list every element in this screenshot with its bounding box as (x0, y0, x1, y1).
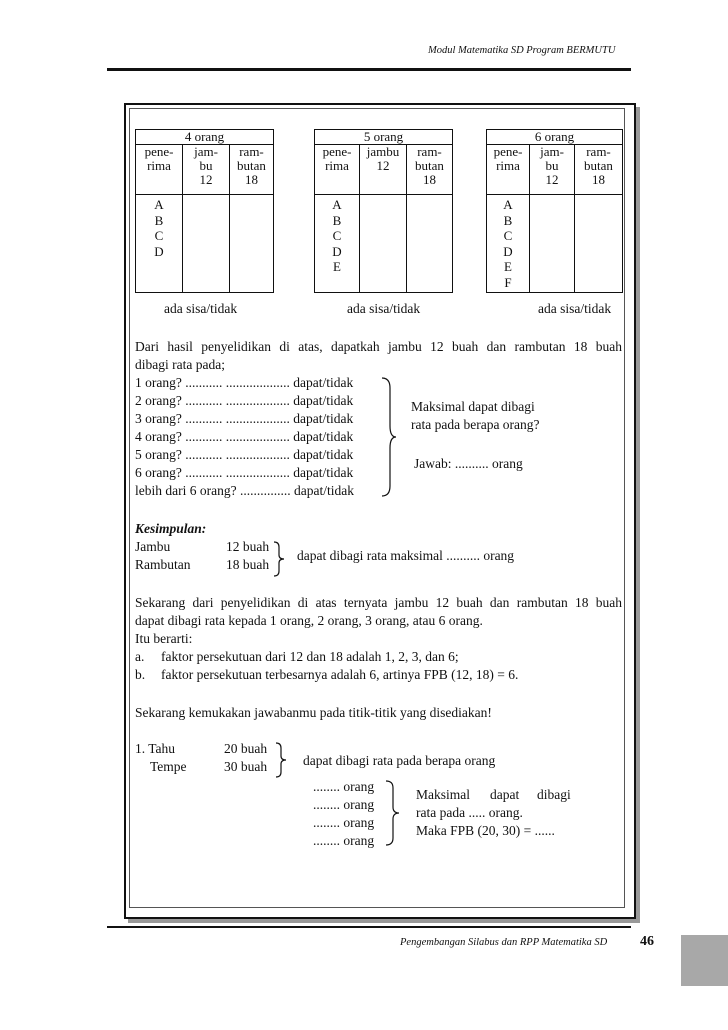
rambutan-cell (407, 195, 453, 293)
question-item: 5 orang? ........... ................... dapat/tidak (135, 447, 354, 462)
conclusion-fruit-value: 12 buah (226, 539, 270, 554)
table-caption: ada sisa/tidak (347, 301, 421, 316)
table-caption: ada sisa/tidak (538, 301, 612, 316)
list-marker: a. (135, 649, 145, 664)
running-footer: Pengembangan Silabus dan RPP Matematika SD (400, 937, 608, 948)
exercise-item-name: Tempe (150, 759, 187, 774)
question-item: 2 orang? ........... ................... dapat/tidak (135, 393, 354, 408)
exercise-side-word: dapat (490, 787, 520, 802)
table-4-orang (135, 129, 274, 293)
blank-answer: ........ orang (313, 797, 375, 812)
table-title: 6 orang (487, 130, 623, 145)
exercise-side-note: Maka FPB (20, 30) = ...... (416, 823, 555, 838)
conclusion-title: Kesimpulan: (135, 521, 207, 536)
table-6-orang (486, 129, 623, 293)
header-penerima: pene- rima (136, 145, 183, 195)
conclusion-fruit-name: Rambutan (135, 557, 191, 572)
list-item: faktor persekutuan dari 12 dan 18 adalah 1, 2, 3, dan 6; (161, 649, 459, 664)
right-brace-icon (380, 376, 398, 498)
page-number: 46 (640, 934, 654, 949)
header-rambutan: ram- butan 18 (230, 145, 274, 195)
exercise-side-word: dibagi (537, 787, 571, 802)
conclusion-fruit-name: Jambu (135, 539, 171, 554)
question-item: 3 orang? ........... ................... dapat/tidak (135, 411, 354, 426)
exercise-note: dapat dibagi rata pada berapa orang (303, 753, 496, 768)
table-caption: ada sisa/tidak (164, 301, 238, 316)
explanation-line: dapat dibagi rata kepada 1 orang, 2 orang, 3 orang, atau 6 orang. (135, 613, 483, 628)
page-tab-marker (681, 935, 728, 986)
exercise-side-note: rata pada ..... orang. (416, 805, 523, 820)
recipient-list: A B C D E (315, 195, 360, 293)
list-marker: b. (135, 667, 146, 682)
question-item: 1 orang? ........... ................... dapat/tidak (135, 375, 354, 390)
blank-answer: ........ orang (313, 815, 375, 830)
rambutan-cell (575, 195, 623, 293)
header-rambutan: ram- butan 18 (575, 145, 623, 195)
right-brace-icon (273, 541, 287, 577)
exercise-item-value: 30 buah (224, 759, 268, 774)
rambutan-cell (230, 195, 274, 293)
table-title: 5 orang (315, 130, 453, 145)
question-line: dibagi rata pada; (135, 357, 225, 372)
instruction: Sekarang kemukakan jawabanmu pada titik-titik yang disediakan! (135, 705, 492, 720)
exercise-side-word: Maksimal (416, 787, 470, 802)
header-rambutan: ram- butan 18 (407, 145, 453, 195)
answer-line: Jawab: .......... orang (414, 456, 523, 471)
right-brace-icon (385, 780, 401, 846)
recipient-list: A B C D (136, 195, 183, 293)
exercise-item-value: 20 buah (224, 741, 268, 756)
header-rule (107, 68, 631, 71)
blank-answer: ........ orang (313, 779, 375, 794)
header-penerima: pene- rima (315, 145, 360, 195)
jambu-cell (360, 195, 407, 293)
table-5-orang (314, 129, 453, 293)
header-jambu: jambu 12 (360, 145, 407, 195)
blank-answer: ........ orang (313, 833, 375, 848)
side-note: rata pada berapa orang? (411, 417, 540, 432)
running-header: Modul Matematika SD Program BERMUTU (428, 45, 616, 56)
question-item: 6 orang? ........... ................... dapat/tidak (135, 465, 354, 480)
jambu-cell (183, 195, 230, 293)
header-penerima: pene- rima (487, 145, 530, 195)
table-title: 4 orang (136, 130, 274, 145)
explanation-line: Sekarang dari penyelidikan di atas ternyata jambu 12 buah dan rambutan 18 buah (135, 595, 622, 610)
right-brace-icon (275, 742, 289, 778)
explanation-line: Itu berarti: (135, 631, 193, 646)
jambu-cell (530, 195, 575, 293)
question-line: Dari hasil penyelidikan di atas, dapatkah jambu 12 buah dan rambutan 18 buah (135, 339, 622, 354)
side-note: Maksimal dapat dibagi (411, 399, 535, 414)
header-jambu: jam- bu 12 (530, 145, 575, 195)
recipient-list: A B C D E F (487, 195, 530, 293)
conclusion-note: dapat dibagi rata maksimal .......... orang (297, 548, 515, 563)
header-jambu: jam- bu 12 (183, 145, 230, 195)
question-item: 4 orang? ........... ................... dapat/tidak (135, 429, 354, 444)
list-item: faktor persekutuan terbesarnya adalah 6, artinya FPB (12, 18) = 6. (161, 667, 519, 682)
footer-rule (107, 926, 631, 928)
question-item: lebih dari 6 orang? ............... dapat/tidak (135, 483, 354, 498)
exercise-item-name: 1. Tahu (135, 741, 176, 756)
conclusion-fruit-value: 18 buah (226, 557, 270, 572)
